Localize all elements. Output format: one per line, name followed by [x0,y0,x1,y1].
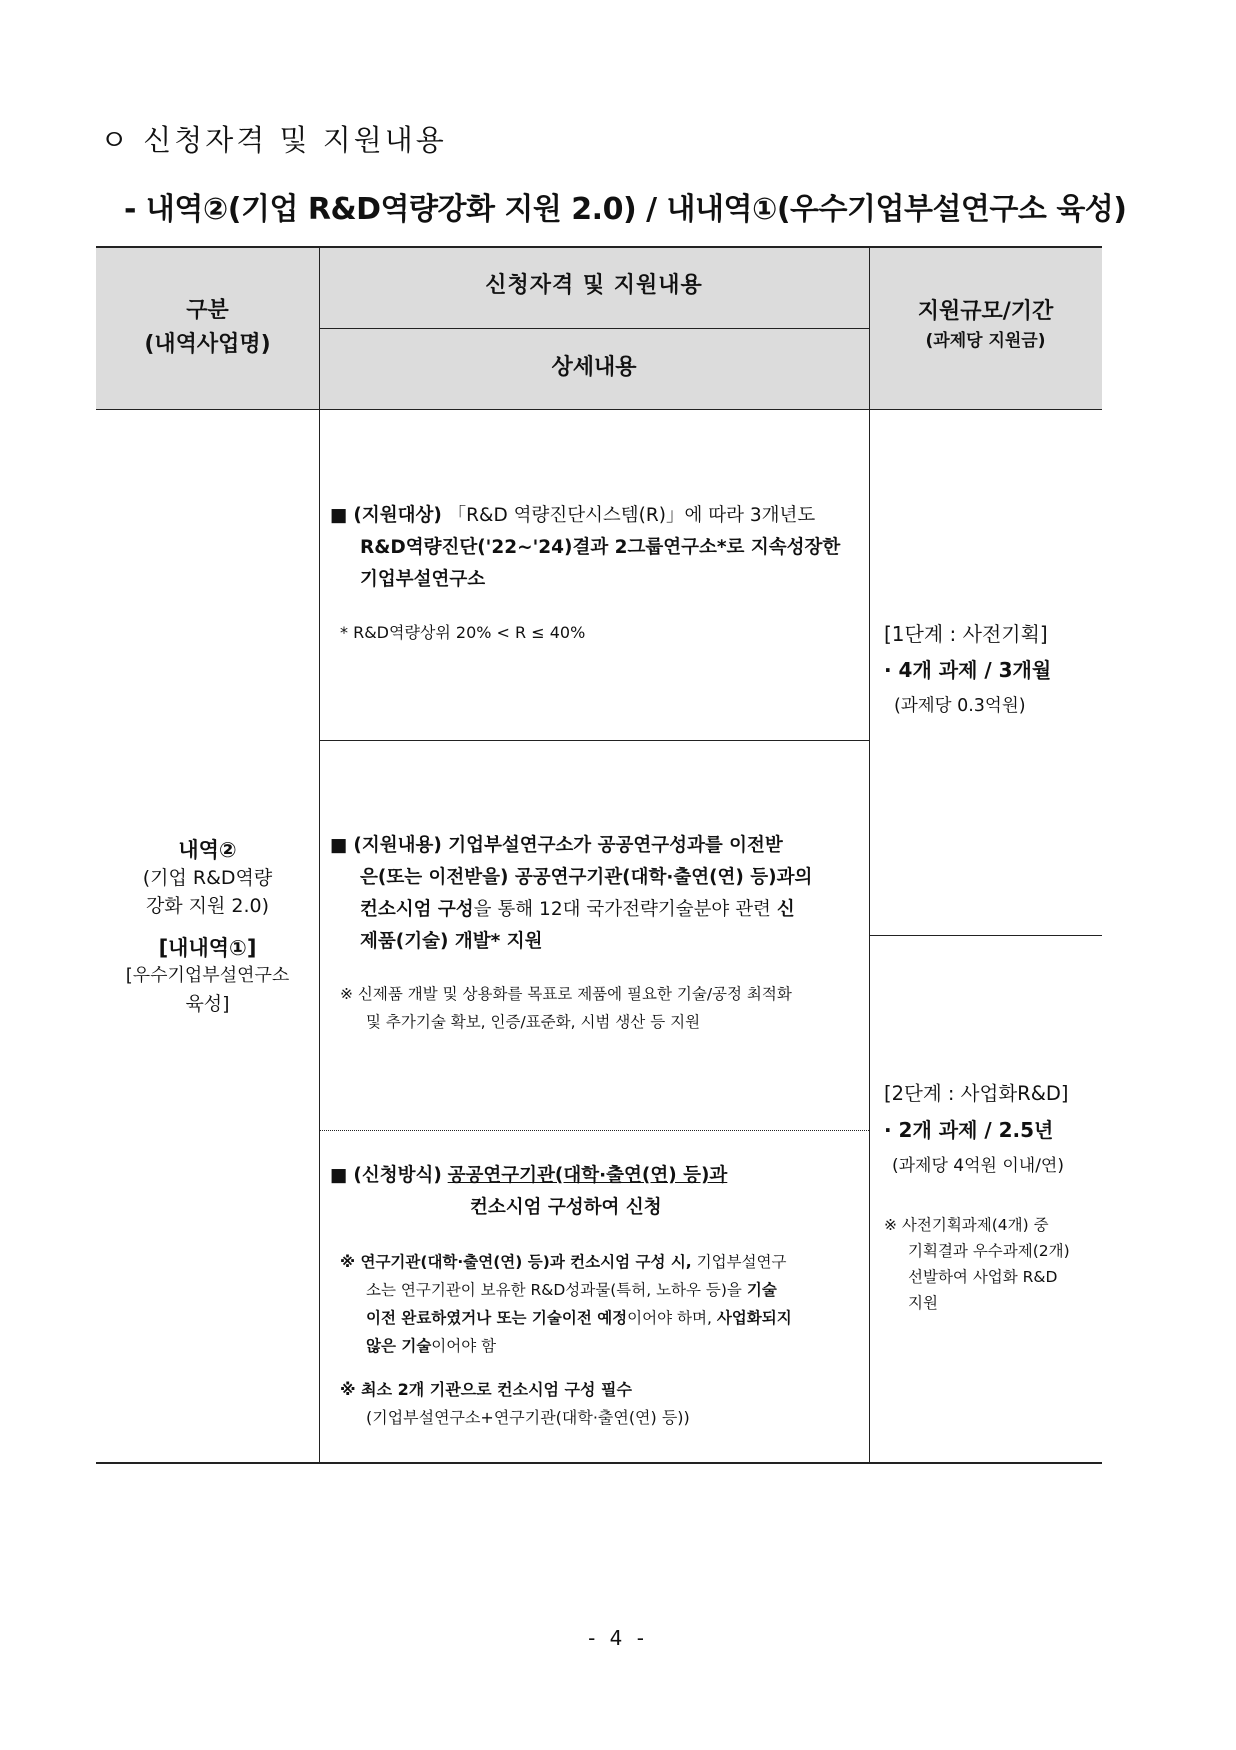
support-content-note: ※ 신제품 개발 및 상용화를 목표로 제품에 필요한 기술/공정 최적화 및 추가기술 확보, 인증/표준화, 시범 생산 등 지원 [340,985,792,1031]
square-bullet-icon: ■ [330,835,348,856]
stage2-cell: [2단계 : 사업화R&D] · 2개 과제 / 2.5년 (과제당 4억원 이내/연) [884,1082,1069,1176]
col2-divider [869,247,870,1463]
eligibility-section: ■ (지원대상) 「R&D 역량진단시스템(R)」에 따라 3개년도 R&D역량진단('22~'24)결과 2그룹연구소*로 지속성장한 기업부설연구소 [330,505,841,590]
header-col3: 지원규모/기간 (과제당 지원금) [917,299,1054,351]
application-method-note2: ※ 최소 2개 기관으로 컨소시엄 구성 필수 (기업부설연구소+연구기관(대학·출연(연) 등)) [340,1380,690,1427]
subsection-heading: - 내역②(기업 R&D역량강화 지원 2.0) / 내내역①(우수기업부설연구소 육성) [124,192,1127,227]
support-content-section: ■ (지원내용) 기업부설연구소가 공공연구성과를 이전받 은(또는 이전받을) 공공연구기관(대학·출연(연) 등)과의 컨소시엄 구성을 통해 12대 국가전략기술분야 관련 신 제품(기술) 개발* 지원 [330,835,813,952]
application-method-section: ■ (신청방식) 공공연구기관(대학·출연(연) 등)과 컨소시엄 구성하여 신청 [330,1165,728,1218]
stage-divider [869,935,1102,936]
header-col2-bottom: 상세내용 [551,355,637,380]
table-bottom-border [96,1462,1102,1464]
header-col2-top: 신청자격 및 지원내용 [485,273,703,298]
section2-divider [319,1130,869,1131]
square-bullet-icon: ■ [330,1165,348,1186]
square-bullet-icon: ■ [330,505,348,526]
header-inner-divider [319,328,869,329]
table-top-border [96,246,1102,248]
stage2-note: ※ 사전기획과제(4개) 중 기획결과 우수과제(2개) 선발하여 사업화 R&D 지원 [884,1216,1070,1312]
header-col1: 구분 (내역사업명) [144,298,271,357]
stage1-cell: [1단계 : 사전기획] · 4개 과제 / 3개월 (과제당 0.3억원) [884,622,1052,716]
section1-divider [319,740,869,741]
program-name-cell: 내역② (기업 R&D역량 강화 지원 2.0) [내내역①] [우수기업부설연구소 육성] [125,838,290,1015]
eligibility-note: * R&D역량상위 20% < R ≤ 40% [340,623,586,642]
col1-divider [319,247,320,1463]
header-bottom-border [96,409,1102,410]
application-method-note1: ※ 연구기관(대학·출연(연) 등)과 컨소시엄 구성 시, 기업부설연구 소는 연구기관이 보유한 R&D성과물(특허, 노하우 등)을 기술 이전 완료하였거나 또는 기술이전 예정이어야 하며, 사업화되지 않은 기술이어야 함 [340,1253,792,1355]
page-number: - 4 - [588,1626,648,1650]
section-heading: ㅇ 신청자격 및 지원내용 [100,123,447,157]
